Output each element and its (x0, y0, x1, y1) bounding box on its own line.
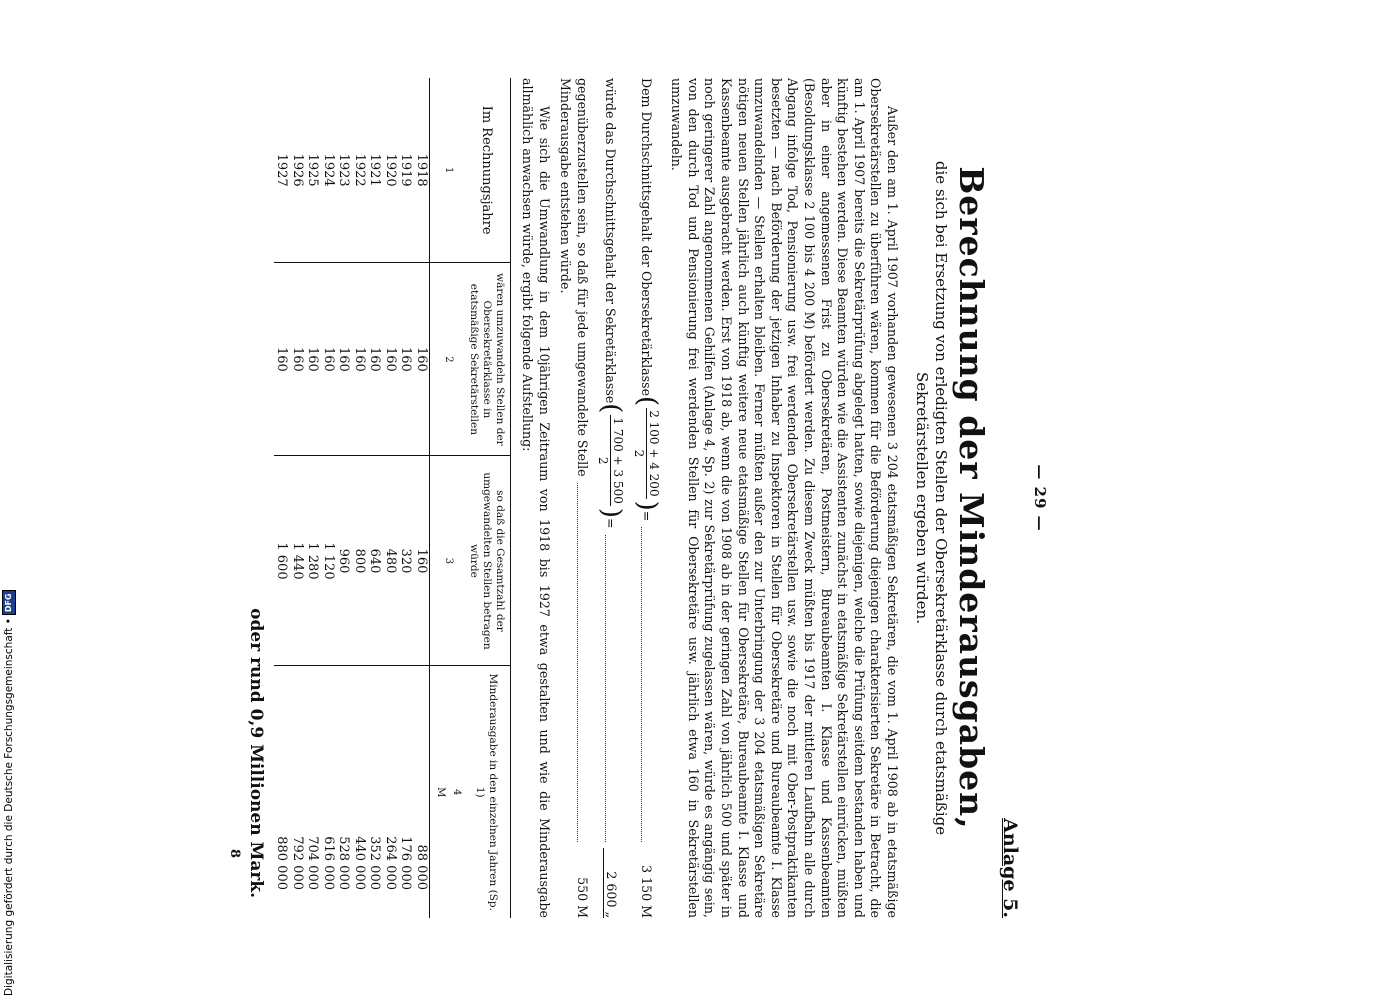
dot-leader (577, 483, 588, 842)
table-cell: 1923 (336, 153, 352, 187)
table-cell: 640 (367, 456, 383, 666)
table-cell: 440 000 (351, 666, 367, 918)
table-row (305, 78, 321, 918)
table-cell: 176 000 (398, 666, 414, 918)
table-cell: 160 (398, 263, 414, 456)
table-intro-paragraph: Wie sich die Umwandlung in dem 10jährigen Zeitraum von 1918 bis 1927 etwa gestalten und wie die Minderausgabe allmählich anwachsen würde, ergibt folgende Aufstellung: (520, 78, 553, 918)
table-cell: 264 000 (382, 666, 398, 918)
calc-line-2-text: würde das Durchschnittsgehalt der Sekretärklasse (603, 78, 619, 404)
table-cell: 1918 (413, 153, 429, 187)
column-number-row (429, 78, 465, 918)
unit-label: M (435, 787, 447, 798)
table-cell: 480 (382, 456, 398, 666)
sheet-number: 8 (226, 848, 242, 858)
table-cell: 616 000 (320, 666, 336, 918)
table-cell: 960 (336, 456, 352, 666)
column-number: 3 (429, 456, 465, 666)
dfg-logo: DFG (2, 590, 16, 615)
table-cell: 1924 (320, 153, 336, 187)
table-row (320, 78, 336, 918)
table-row (367, 78, 383, 918)
fraction-1 (632, 408, 661, 498)
table-cell: 88 000 (413, 666, 429, 918)
table-cell: 352 000 (367, 666, 383, 918)
minderausgaben-table (274, 78, 511, 918)
table-cell: 1925 (305, 153, 321, 187)
column-number: 1 (429, 78, 465, 263)
calc-line-3-text: gegenüberzustellen sein, so daß für jede umgewandelte Stelle (574, 78, 590, 477)
table-cell: 880 000 (274, 666, 290, 918)
column-number (429, 666, 465, 918)
table-cell: 160 (382, 263, 398, 456)
table-cell: 528 000 (336, 666, 352, 918)
table-row (289, 78, 305, 918)
table-cell: 1922 (351, 153, 367, 187)
column-header: wären umzuwandeln Stellen der Obersekretärklasse in etatsmäßige Sekretärstellen (465, 263, 511, 456)
table-cell: 792 000 (289, 666, 305, 918)
digitization-credit (1, 593, 17, 996)
table-row (398, 78, 414, 918)
page-number: — 29 — (1031, 464, 1049, 532)
calc-line-3-amount: 550 M (574, 877, 590, 918)
page-subtitle: die sich bei Ersetzung von erledigten Stellen der Obersekretärklasse durch etatsmäßige Sekretärstellen ergeben würden. (913, 160, 950, 836)
table-cell: 160 (274, 263, 290, 456)
dot-leader (605, 535, 616, 842)
calc-line-4-text: Minderausgabe entstehen würde. (557, 78, 573, 294)
table-cell: 160 (413, 456, 429, 666)
page-title: Berechnung der Minderausgaben, (952, 166, 991, 830)
table-cell: 800 (351, 456, 367, 666)
table-cell: 160 (289, 263, 305, 456)
table-cell: 320 (398, 456, 414, 666)
calc-line-1 (632, 78, 662, 918)
table-cell: 704 000 (305, 666, 321, 918)
table-row (413, 78, 429, 918)
annex-label: Anlage 5. (999, 818, 1021, 918)
table-cell: 1 280 (305, 456, 321, 666)
table-row (336, 78, 352, 918)
table-cell: 1919 (398, 153, 414, 187)
dot-leader (641, 527, 652, 842)
table-cell: 160 (351, 263, 367, 456)
table-cell: 1921 (367, 153, 383, 187)
table-cell: 1 600 (274, 456, 290, 666)
fraction-1-denominator: 2 (632, 449, 647, 458)
calc-line-2 (596, 78, 626, 918)
credit-rotated (1, 593, 17, 996)
fraction-2 (596, 415, 625, 505)
column-number: 2 (429, 263, 465, 456)
open-paren: ( (631, 396, 662, 407)
table-cell: 160 (413, 263, 429, 456)
table-row (274, 78, 290, 918)
document-page (227, 78, 1049, 918)
table-body (274, 78, 430, 918)
calc-line-1-text: Dem Durchschnittsgehalt der Obersekretärklasse (639, 78, 655, 397)
table-cell: 1 440 (289, 456, 305, 666)
total-line: oder rund 0,9 Millionen Mark. (245, 608, 266, 898)
column-header: Minderausgabe in den einzelnen Jahren (Sp. 1) (465, 666, 511, 918)
table-row (351, 78, 367, 918)
equals-sign: = (603, 518, 619, 529)
column-header: Im Rechnungsjahre (465, 78, 511, 263)
intro-paragraph: Außer den am 1. April 1907 vorhanden gewesenen 3 204 etatsmäßigen Sekretären, die vom 1. April 1908 ab in etatsmäßige Obersekretärstellen zu überführen wären, kommen für die Beförderung diejenigen charakterisierten Sekretäre in Betracht, die am 1. April 1907 bereits die Sekretärprüfung abgelegt hatten, sowie diejenigen, welche die Prüfung seitdem bestanden haben und künftig bestehen werden. Diese Beamten würden wie die Assistenten zunächst in etatsmäßige Sekretärstellen einrücken, müßten aber in einer angemessenen Frist zu Obersekretären, Postmeistern, Bureaubeamten I. Klasse und Kassenbeamten (Besoldungsklasse 2 100 bis 4 200 M) befördert werden. Zu diesem Zweck müßten bis 1917 der mittleren Laufbahn alle durch Abgang infolge Tod, Pensionierung usw. frei werdenden Obersekretärstellen usw. sowie die noch mit Ober-Postpraktikanten besetzten — nach Beförderung der jetzigen Inhaber zu Inspektoren in Stellen für Obersekretäre und Bureaubeamte I. Klasse umzuwandelnden — Stellen erhalten bleiben. Ferner müßten außer den zur Unterbringung der 3 204 etatsmäßigen Sekretäre nötigen neuen Stellen jährlich auch künftig weitere neue etatsmäßige Stellen für Obersekretäre, Bureaubeamte I. Klasse und Kassenbeamte ausgebracht werden. Erst von 1918 ab, wenn die von 1908 ab in der geringen Zahl von jährlich 500 und später in noch geringerer Zahl angenommenen Gehilfen (Anlage 4, Sp. 2) zur Sekretärprüfung zugelassen wären, würde es angängig sein, von den durch Tod und Pensionierung frei werdenden Stellen für Obersekretäre usw. jährlich etwa 160 in Sekretärstellen umzuwandeln. (669, 78, 900, 918)
table-header-row (465, 78, 511, 918)
table-cell: 1926 (289, 153, 305, 187)
calc-line-2-amount: 2 600 „ (603, 848, 619, 918)
table-cell: 1 120 (320, 456, 336, 666)
calc-line-3 (575, 78, 590, 918)
table-cell: 160 (305, 263, 321, 456)
table-cell: 160 (320, 263, 336, 456)
calc-line-1-amount: 3 150 M (639, 865, 655, 918)
table-cell: 1920 (382, 153, 398, 187)
fraction-2-numerator: 1 700 + 3 500 (611, 417, 626, 504)
table-cell: 160 (367, 263, 383, 456)
table-cell: 1927 (274, 153, 290, 187)
close-paren: ) (631, 500, 662, 511)
column-number-value: 4 (450, 789, 462, 796)
table-cell: 160 (336, 263, 352, 456)
open-paren: ( (595, 403, 626, 414)
table-row (382, 78, 398, 918)
credit-text: Digitalisierung gefördert durch die Deutsche Forschungsgemeinschaft • (3, 618, 15, 996)
close-paren: ) (595, 507, 626, 518)
column-header: so daß die Gesamtzahl der umgewandelten Stellen betragen würde (465, 456, 511, 666)
fraction-1-numerator: 2 100 + 4 200 (647, 410, 662, 497)
equals-sign: = (639, 510, 655, 522)
fraction-2-denominator: 2 (596, 456, 611, 465)
